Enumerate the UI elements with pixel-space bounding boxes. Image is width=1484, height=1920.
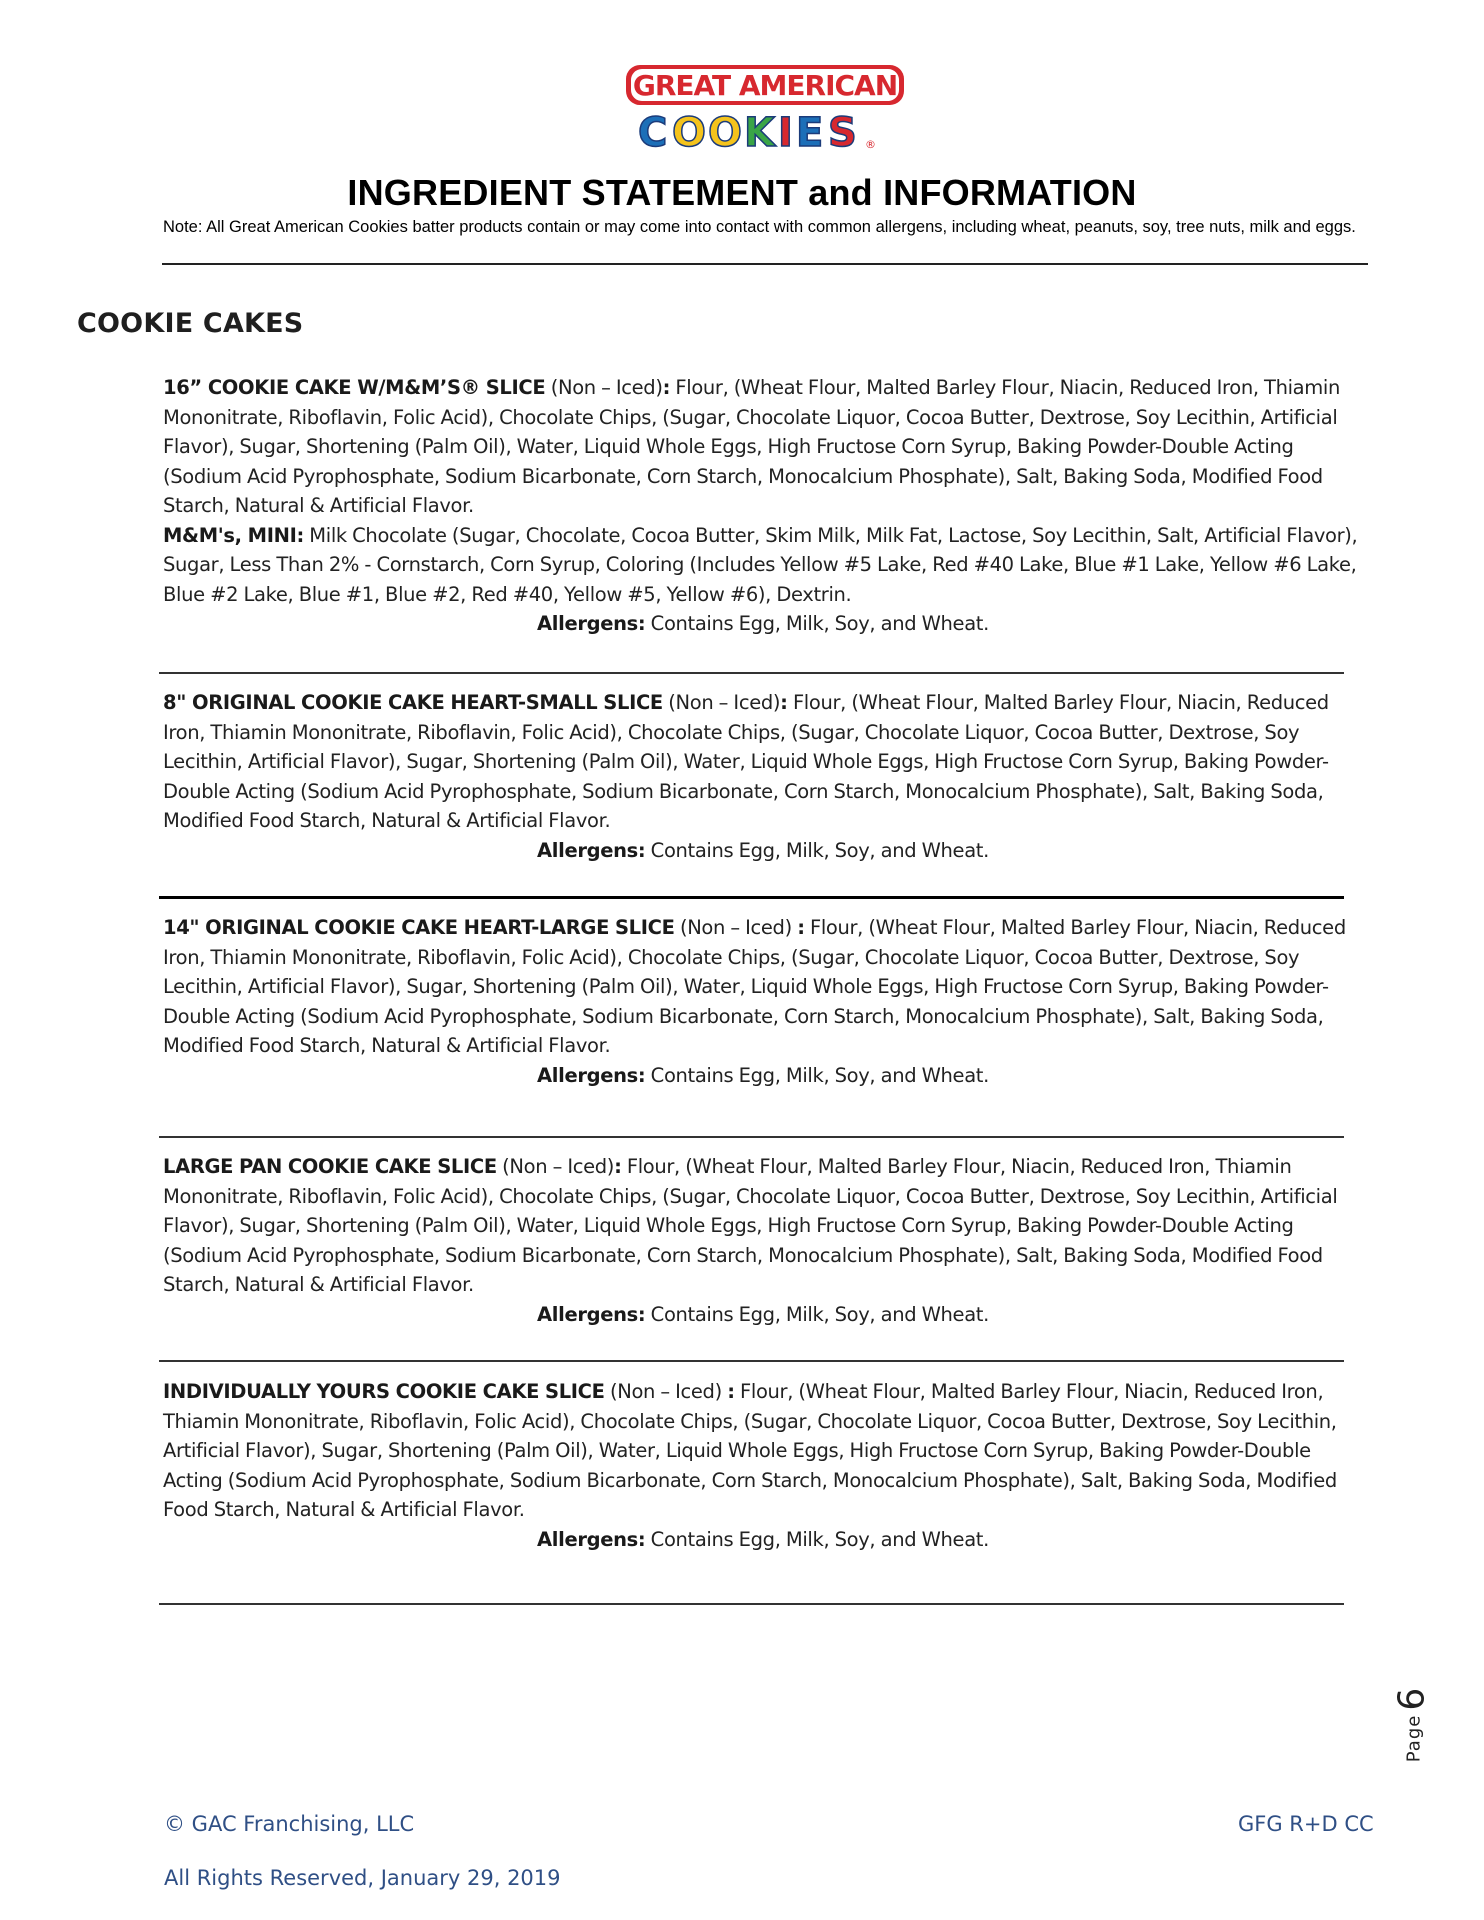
ingredient-list: Flour, (Wheat Flour, Malted Barley Flour, Niacin, Reduced Iron, Thiamin Mononitrate, Riboflavin, Folic Acid), Chocolate Chips, (Sugar, Chocolate Liquor, Cocoa Butter, Dextrose, Soy Lecithin, Artificial Flavor), Sugar, Shortening (Palm Oil), Water, Liquid Whole Eggs, High Fructose Corn Syrup, Baking Powder-Double Acting (Sodium Acid Pyrophosphate, Sodium Bicarbonate, Corn Starch, Monocalcium Phosphate), Salt, Baking Soda, Modified Food Starch, Natural & Artificial Flavor. [163, 376, 1340, 517]
allergen-label: Allergens: [537, 1063, 646, 1087]
ingredient-list: Flour, (Wheat Flour, Malted Barley Flour, Niacin, Reduced Iron, Thiamin Mononitrate, Riboflavin, Folic Acid), Chocolate Chips, (Sugar, Chocolate Liquor, Cocoa Butter, Dextrose, Soy Lecithin, Artificial Flavor), Sugar, Shortening (Palm Oil), Water, Liquid Whole Eggs, High Fructose Corn Syrup, Baking Powder-Double Acting (Sodium Acid Pyrophosphate, Sodium Bicarbonate, Corn Starch, Monocalcium Phosphate), Salt, Baking Soda, Modified Food Starch, Natural & Artificial Flavor. [163, 1155, 1338, 1296]
ingredient-entry-individually-yours [163, 1377, 1363, 1554]
entry-divider [159, 672, 1344, 674]
section-heading: COOKIE CAKES [77, 308, 304, 339]
svg-text:GREAT AMERICAN: GREAT AMERICAN [632, 69, 898, 102]
ingredient-entry-heart-large [163, 913, 1363, 1090]
ingredient-paragraph [163, 913, 1363, 1061]
svg-text:®: ® [865, 138, 876, 151]
allergen-text: Contains Egg, Milk, Soy, and Wheat. [645, 1302, 989, 1326]
sub-product-name: M&M's, MINI: [163, 523, 304, 547]
entry-divider [159, 1603, 1344, 1605]
ingredient-paragraph [163, 373, 1363, 521]
document-title: INGREDIENT STATEMENT and INFORMATION [347, 172, 1137, 213]
sub-ingredient-paragraph [163, 521, 1363, 610]
colon: : [662, 376, 671, 399]
product-qualifier: (Non – Iced) [674, 916, 798, 939]
ingredient-entry-heart-small [163, 688, 1363, 865]
ingredient-list: Flour, (Wheat Flour, Malted Barley Flour, Niacin, Reduced Iron, Thiamin Mononitrate, Riboflavin, Folic Acid), Chocolate Chips, (Sugar, Chocolate Liquor, Cocoa Butter, Dextrose, Soy Lecithin, Artificial Flavor), Sugar, Shortening (Palm Oil), Water, Liquid Whole Eggs, High Fructose Corn Syrup, Baking Powder-Double Acting (Sodium Acid Pyrophosphate, Sodium Bicarbonate, Corn Starch, Monocalcium Phosphate), Salt, Baking Soda, Modified Food Starch, Natural & Artificial Flavor. [163, 1380, 1337, 1521]
svg-text:O: O [672, 110, 707, 154]
allergen-line [163, 836, 1363, 866]
great-american-cookies-logo [620, 62, 912, 154]
allergen-note: Note: All Great American Cookies batter products contain or may come into contact with common allergens, including wheat, peanuts, soy, tree nuts, milk and eggs. [163, 218, 1356, 236]
allergen-line [163, 1061, 1363, 1091]
product-name: 16” COOKIE CAKE W/M&M’S® SLICE [163, 376, 546, 399]
allergen-text: Contains Egg, Milk, Soy, and Wheat. [645, 1527, 989, 1551]
product-qualifier: (Non – Iced) [604, 1380, 728, 1403]
footer-rights: All Rights Reserved, January 29, 2019 [164, 1866, 561, 1890]
svg-text:C: C [638, 110, 668, 154]
svg-text:I: I [778, 110, 793, 154]
product-name: LARGE PAN COOKIE CAKE SLICE [163, 1155, 497, 1178]
allergen-line [163, 1525, 1363, 1555]
entry-divider [159, 896, 1344, 899]
svg-text:E: E [796, 110, 824, 154]
colon: : [780, 691, 788, 714]
footer-copyright: © GAC Franchising, LLC [164, 1812, 415, 1836]
entry-divider [159, 1136, 1344, 1138]
ingredient-entry-mm-cookie-cake [163, 373, 1363, 639]
allergen-line [163, 1300, 1363, 1330]
ingredient-list: Flour, (Wheat Flour, Malted Barley Flour, Niacin, Reduced Iron, Thiamin Mononitrate, Riboflavin, Folic Acid), Chocolate Chips, (Sugar, Chocolate Liquor, Cocoa Butter, Dextrose, Soy Lecithin, Artificial Flavor), Sugar, Shortening (Palm Oil), Water, Liquid Whole Eggs, High Fructose Corn Syrup, Baking Powder-Double Acting (Sodium Acid Pyrophosphate, Sodium Bicarbonate, Corn Starch, Monocalcium Phosphate), Salt, Baking Soda, Modified Food Starch, Natural & Artificial Flavor. [163, 691, 1329, 832]
footer-code: GFG R+D CC [1238, 1812, 1374, 1836]
allergen-label: Allergens: [537, 1302, 646, 1326]
ingredient-list: Flour, (Wheat Flour, Malted Barley Flour, Niacin, Reduced Iron, Thiamin Mononitrate, Riboflavin, Folic Acid), Chocolate Chips, (Sugar, Chocolate Liquor, Cocoa Butter, Dextrose, Soy Lecithin, Artificial Flavor), Sugar, Shortening (Palm Oil), Water, Liquid Whole Eggs, High Fructose Corn Syrup, Baking Powder-Double Acting (Sodium Acid Pyrophosphate, Sodium Bicarbonate, Corn Starch, Monocalcium Phosphate), Salt, Baking Soda, Modified Food Starch, Natural & Artificial Flavor. [163, 916, 1346, 1057]
sub-ingredient-list: Milk Chocolate (Sugar, Chocolate, Cocoa Butter, Skim Milk, Milk Fat, Lactose, Soy Lecithin, Salt, Artificial Flavor), Sugar, Less Than 2% - Cornstarch, Corn Syrup, Coloring (Includes Yellow #5 Lake, Red #40 Lake, Blue #1 Lake, Yellow #6 Lake, Blue #2 Lake, Blue #1, Blue #2, Red #40, Yellow #5, Yellow #6), Dextrin. [163, 523, 1358, 606]
colon: : [614, 1155, 622, 1178]
page-label: Page [1403, 1714, 1425, 1763]
allergen-label: Allergens: [537, 1527, 646, 1551]
product-qualifier: (Non – Iced) [662, 691, 781, 714]
colon: : [727, 1380, 735, 1403]
svg-text:S: S [828, 110, 857, 154]
ingredient-paragraph [163, 688, 1363, 836]
allergen-line [163, 609, 1363, 639]
allergen-text: Contains Egg, Milk, Soy, and Wheat. [645, 612, 989, 635]
product-qualifier: (Non – Iced) [545, 376, 663, 399]
svg-text:K: K [744, 110, 775, 154]
svg-text:O: O [708, 110, 743, 154]
product-name: INDIVIDUALLY YOURS COOKIE CAKE SLICE [163, 1380, 605, 1403]
ingredient-entry-large-pan [163, 1152, 1363, 1329]
product-name: 14" ORIGINAL COOKIE CAKE HEART-LARGE SLICE [163, 916, 675, 939]
allergen-text: Contains Egg, Milk, Soy, and Wheat. [645, 838, 989, 862]
page-number-value: 6 [1391, 1687, 1433, 1711]
ingredient-paragraph [163, 1377, 1363, 1525]
colon: : [797, 916, 805, 939]
ingredient-paragraph [163, 1152, 1363, 1300]
page-number [1382, 1670, 1442, 1780]
allergen-text: Contains Egg, Milk, Soy, and Wheat. [645, 1063, 989, 1087]
allergen-label: Allergens: [537, 838, 646, 862]
entry-divider [159, 1360, 1344, 1362]
product-name: 8" ORIGINAL COOKIE CAKE HEART-SMALL SLICE [163, 691, 663, 714]
product-qualifier: (Non – Iced) [496, 1155, 615, 1178]
header-divider [162, 263, 1368, 265]
allergen-label: Allergens: [537, 612, 646, 635]
